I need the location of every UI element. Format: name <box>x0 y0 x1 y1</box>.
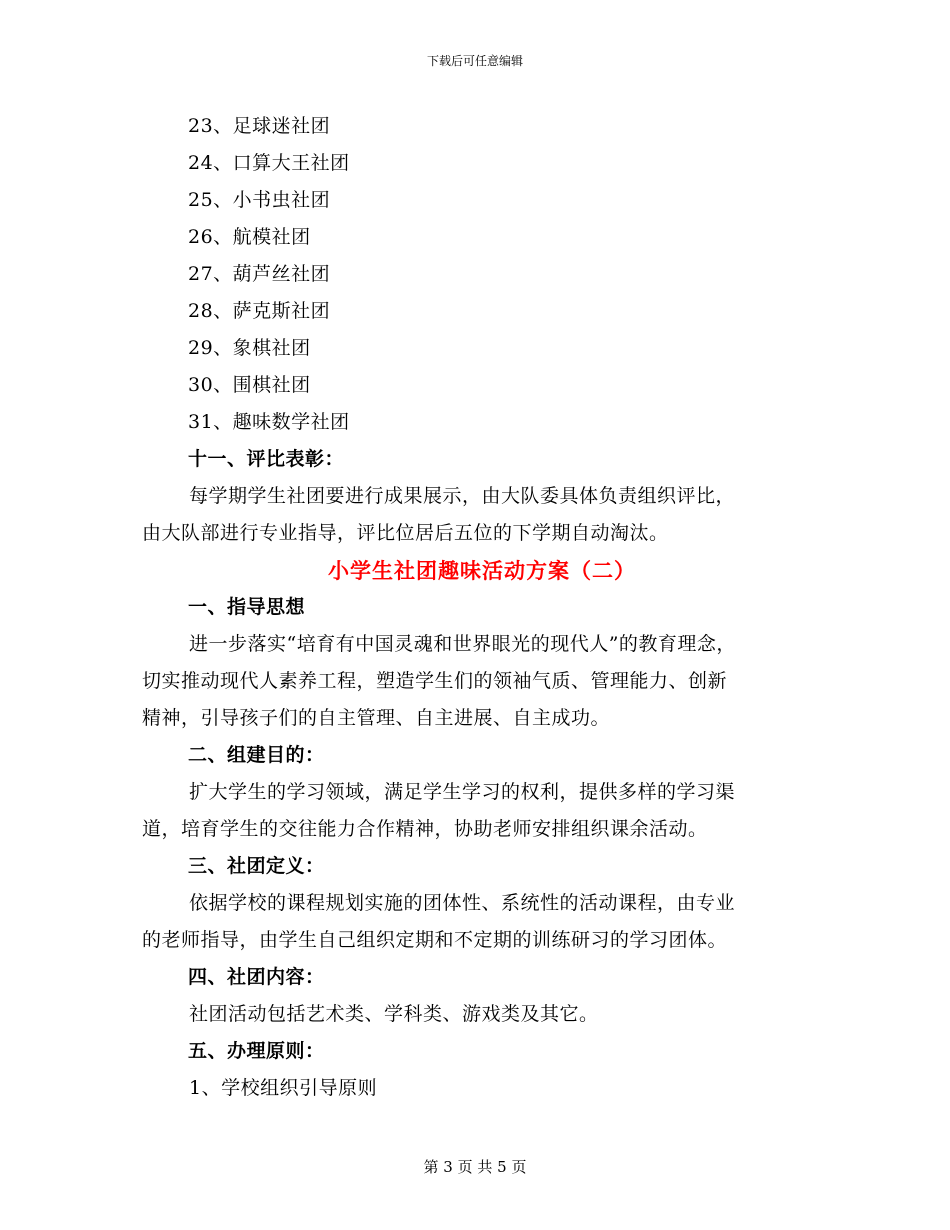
paragraph-line: 切实推动现代人素养工程，塑造学生们的领袖气质、管理能力、创新 <box>142 670 728 692</box>
paragraph-line: 扩大学生的学习领域，满足学生学习的权利，提供多样的学习渠 <box>189 781 736 803</box>
section-heading: 二、组建目的： <box>188 744 325 766</box>
list-item: 29、象棋社团 <box>188 337 311 359</box>
list-item: 27、葫芦丝社团 <box>188 263 331 285</box>
page-footer: 第 3 页 共 5 页 <box>423 1158 527 1176</box>
paragraph-line: 每学期学生社团要进行成果展示，由大队委具体负责组织评比， <box>189 485 736 507</box>
list-item: 28、萨克斯社团 <box>188 300 331 322</box>
paragraph-line: 由大队部进行专业指导，评比位居后五位的下学期自动淘汰。 <box>142 522 669 544</box>
page-header: 下载后可任意编辑 <box>426 54 523 68</box>
paragraph-line: 的老师指导，由学生自己组织定期和不定期的训练研习的学习团体。 <box>142 929 728 951</box>
document-title: 小学生社团趣味活动方案（二） <box>328 558 636 583</box>
list-item: 25、小书虫社团 <box>188 189 331 211</box>
section-heading: 十一、评比表彰： <box>188 448 345 470</box>
list-item: 26、航模社团 <box>188 226 311 248</box>
list-item: 23、足球迷社团 <box>188 115 331 137</box>
section-heading: 五、办理原则： <box>188 1040 325 1062</box>
paragraph-line: 社团活动包括艺术类、学科类、游戏类及其它。 <box>189 1003 599 1025</box>
paragraph-line: 进一步落实“培育有中国灵魂和世界眼光的现代人”的教育理念， <box>189 633 736 655</box>
paragraph-line: 道，培育学生的交往能力合作精神，协助老师安排组织课余活动。 <box>142 818 708 840</box>
list-item: 1、学校组织引导原则 <box>189 1077 378 1099</box>
section-heading: 三、社团定义： <box>188 855 325 877</box>
section-heading: 四、社团内容： <box>188 966 325 988</box>
list-item: 31、趣味数学社团 <box>188 411 350 433</box>
list-item: 24、口算大王社团 <box>188 152 350 174</box>
document-body <box>142 108 822 1107</box>
list-item: 30、围棋社团 <box>188 374 311 396</box>
paragraph-line: 精神，引导孩子们的自主管理、自主进展、自主成功。 <box>142 707 611 729</box>
section-heading: 一、指导思想 <box>188 596 306 618</box>
paragraph-line: 依据学校的课程规划实施的团体性、系统性的活动课程，由专业 <box>189 892 736 914</box>
